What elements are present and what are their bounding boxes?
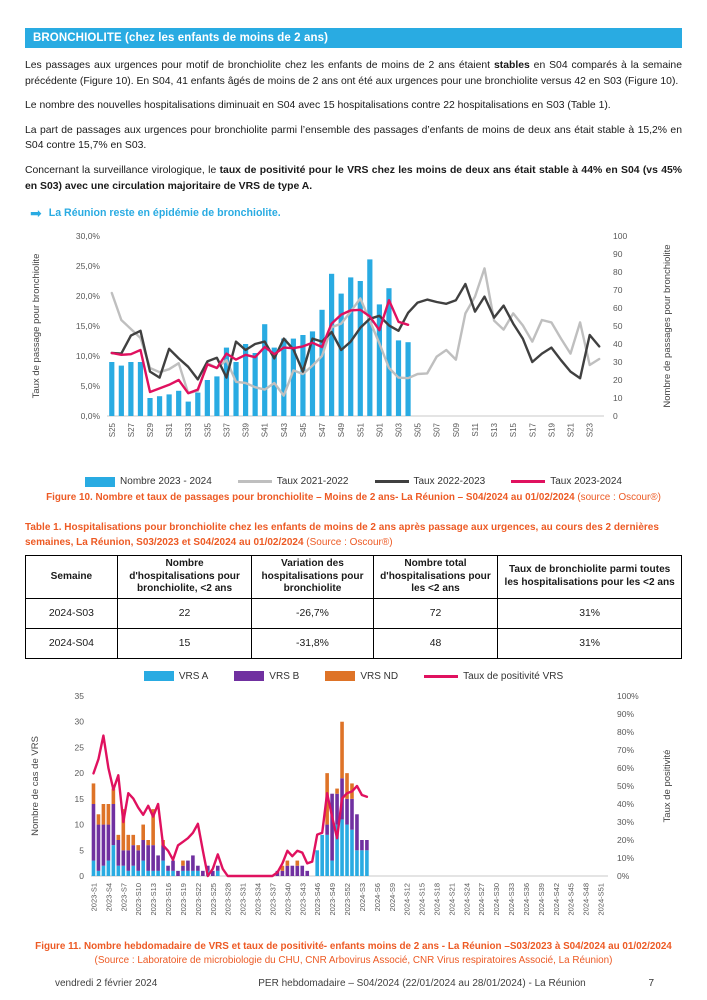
svg-text:2024-S6: 2024-S6: [372, 882, 382, 912]
stacked-bar-segment: [156, 855, 160, 870]
svg-text:90: 90: [613, 249, 623, 260]
svg-text:60%: 60%: [617, 762, 635, 773]
stacked-bar-segment: [365, 850, 369, 876]
table-cell: 31%: [498, 598, 682, 628]
svg-text:S27: S27: [126, 423, 136, 438]
bar: [138, 362, 143, 416]
table-cell: 48: [373, 628, 498, 658]
stacked-bar-segment: [97, 814, 101, 824]
svg-text:15,0%: 15,0%: [75, 321, 100, 332]
figure10-legend: [25, 476, 682, 487]
svg-text:2023-S22: 2023-S22: [193, 882, 203, 916]
svg-text:Nombre de cas de VRS: Nombre de cas de VRS: [30, 736, 41, 836]
svg-text:2023-S1: 2023-S1: [89, 882, 99, 912]
svg-text:Taux de positivité: Taux de positivité: [662, 749, 673, 823]
stacked-bar-segment: [141, 840, 145, 861]
svg-text:10%: 10%: [617, 852, 635, 863]
svg-text:50%: 50%: [617, 780, 635, 791]
stacked-bar-segment: [141, 825, 145, 840]
table1-caption: [25, 521, 682, 550]
bar: [339, 294, 344, 416]
bar: [367, 260, 372, 417]
table-header-cell: Taux de bronchiolite parmi toutes les hospitalisations pour les <2 ans: [498, 556, 682, 599]
figure10-caption-text: Figure 10. Nombre et taux de passages pour bronchiolite – Moins de 2 ans- La Réunion – S04/2024 au 01/02/2024: [46, 492, 578, 504]
svg-text:2024-S15: 2024-S15: [417, 882, 427, 916]
svg-text:70%: 70%: [617, 744, 635, 755]
bar: [167, 395, 172, 417]
svg-text:2023-S43: 2023-S43: [298, 882, 308, 916]
svg-text:2024-S9: 2024-S9: [387, 882, 397, 912]
stacked-bar-segment: [355, 814, 359, 850]
svg-text:2024-S12: 2024-S12: [402, 882, 412, 916]
figure10-caption-source: (source : Oscour®): [577, 492, 661, 504]
svg-text:2024-S18: 2024-S18: [432, 882, 442, 916]
text-segment: Les passages aux urgences pour motif de bronchiolite chez les enfants de moins de 2 ans étaient: [25, 60, 494, 71]
svg-text:90%: 90%: [617, 708, 635, 719]
stacked-bar-segment: [305, 871, 309, 876]
svg-text:70: 70: [613, 285, 623, 296]
legend-bar-swatch: [325, 671, 355, 681]
stacked-bar-segment: [345, 825, 349, 876]
stacked-bar-segment: [186, 861, 190, 871]
svg-text:S47: S47: [318, 423, 328, 438]
svg-text:2023-S25: 2023-S25: [208, 882, 218, 916]
svg-text:100: 100: [613, 231, 628, 242]
svg-text:2023-S7: 2023-S7: [119, 882, 129, 912]
stacked-bar-segment: [141, 861, 145, 876]
svg-text:10,0%: 10,0%: [75, 351, 100, 362]
bars-nombre-2023-2024: [109, 260, 410, 417]
stacked-bar-segment: [112, 789, 116, 804]
text-segment: stables: [493, 60, 530, 71]
svg-text:2024-S3: 2024-S3: [357, 882, 367, 912]
stacked-bar-segment: [112, 845, 116, 876]
figure11-caption: [25, 940, 682, 968]
svg-text:50: 50: [613, 321, 623, 332]
stacked-bar-segment: [320, 835, 324, 876]
svg-text:2024-S45: 2024-S45: [566, 882, 576, 916]
legend-item: [424, 671, 563, 682]
stacked-bar-segment: [161, 861, 165, 876]
svg-text:Taux de passage pour bronchiol: Taux de passage pour bronchiolite: [31, 253, 42, 399]
svg-text:S39: S39: [241, 423, 251, 438]
legend-label: VRS A: [178, 670, 209, 682]
legend-line-swatch: [375, 480, 409, 483]
stacked-bar-segment: [360, 840, 364, 850]
stacked-bar-segment: [325, 835, 329, 876]
bar: [329, 274, 334, 416]
text-segment: Le nombre des nouvelles hospitalisations diminuait en S04 avec 15 hospitalisations contre 22 hospitalisations en S03 (Table 1).: [25, 100, 611, 112]
table1-caption-text: Table 1. Hospitalisations pour bronchiolite chez les enfants de moins de 2 ans après passage aux urgences, au cours des 2 dernières semaines, La Réunion, S03/2023 et S04/2024 au 01/02/2024: [25, 522, 659, 548]
arrow-right-icon: ➡: [30, 205, 42, 222]
svg-text:S29: S29: [146, 423, 156, 438]
svg-text:2024-S48: 2024-S48: [581, 882, 591, 916]
svg-text:S09: S09: [451, 423, 461, 438]
footer-title: PER hebdomadaire – S04/2024 (22/01/2024 au 28/01/2024) - La Réunion: [258, 977, 586, 989]
svg-text:S51: S51: [356, 423, 366, 438]
table-cell: -26,7%: [252, 598, 373, 628]
bar: [214, 377, 219, 417]
legend-label: Taux de positivité VRS: [463, 670, 564, 682]
svg-text:S33: S33: [184, 423, 194, 438]
table-header-cell: Nombre total d'hospitalisations pour les <2 ans: [373, 556, 498, 599]
svg-text:2023-S16: 2023-S16: [164, 882, 174, 916]
stacked-bar-segment: [345, 799, 349, 825]
table-cell: 31%: [498, 628, 682, 658]
text-segment: en S04 comparés à la semaine précédente (Figure 10). En S04, 41 enfants âgés de moins de 2 ans ont été aux urgences pour une bronchiolite versus 42 en S03 (Figure 10).: [25, 60, 682, 87]
stacked-bar-segment: [166, 871, 170, 876]
stacked-bar-segment: [330, 861, 334, 876]
svg-text:S11: S11: [470, 423, 480, 437]
table-cell: 2024-S03: [26, 598, 118, 628]
svg-text:2024-S36: 2024-S36: [521, 882, 531, 916]
svg-text:Nombre de passages pour bronch: Nombre de passages pour bronchiolite: [662, 244, 673, 408]
stacked-bar-segment: [196, 866, 200, 871]
stacked-bar-segment: [191, 855, 195, 870]
svg-text:S03: S03: [394, 423, 404, 438]
legend-label: VRS B: [269, 670, 300, 682]
stacked-bar-segment: [196, 871, 200, 876]
bar: [157, 396, 162, 416]
table-header-cell: Nombre d'hospitalisations pour bronchiolite, <2 ans: [117, 556, 251, 599]
bar: [176, 391, 181, 416]
bar: [195, 393, 200, 416]
stacked-bar-segment: [92, 783, 96, 804]
stacked-bar-segment: [136, 871, 140, 876]
page-footer: [25, 968, 682, 989]
svg-text:20: 20: [613, 375, 623, 386]
bar: [186, 402, 191, 416]
legend-bar-swatch: [85, 477, 115, 487]
section-header: BRONCHIOLITE (chez les enfants de moins de 2 ans): [25, 28, 682, 48]
stacked-bar-segment: [350, 830, 354, 876]
stacked-bar-segment: [340, 722, 344, 779]
stacked-bar-segment: [156, 871, 160, 876]
bar: [205, 380, 210, 416]
epidemic-status-text: La Réunion reste en épidémie de bronchiolite.: [48, 207, 281, 220]
legend-label: Taux 2022-2023: [413, 476, 486, 488]
figure10-chart: [25, 224, 682, 474]
stacked-bar-segment: [146, 845, 150, 871]
table-header-cell: Semaine: [26, 556, 118, 599]
svg-text:2023-S31: 2023-S31: [238, 882, 248, 916]
stacked-bar-segment: [191, 871, 195, 876]
legend-label: VRS ND: [360, 670, 399, 682]
stacked-bar-segment: [281, 871, 285, 876]
svg-text:2023-S28: 2023-S28: [223, 882, 233, 916]
stacked-bar-segment: [131, 866, 135, 876]
bar: [119, 366, 124, 416]
stacked-bar-segment: [181, 866, 185, 871]
bar: [233, 362, 238, 416]
stacked-bar-segment: [166, 866, 170, 871]
svg-text:S17: S17: [528, 423, 538, 438]
footer-date: vendredi 2 février 2024: [55, 977, 158, 989]
stacked-bar-segment: [335, 789, 339, 794]
stacked-bar-segment: [216, 871, 220, 876]
stacked-bar-segment: [126, 871, 130, 876]
svg-text:2024-S27: 2024-S27: [477, 882, 487, 916]
svg-text:5,0%: 5,0%: [80, 381, 100, 392]
legend-label: Taux 2021-2022: [276, 476, 349, 488]
svg-text:S21: S21: [566, 423, 576, 438]
table-row: [26, 628, 682, 658]
stacked-bar-segment: [365, 840, 369, 850]
stacked-bar-segment: [97, 871, 101, 876]
stacked-bar-segment: [92, 861, 96, 876]
svg-text:100%: 100%: [617, 690, 639, 701]
body-paragraph: [25, 58, 682, 89]
legend-bar-swatch: [144, 671, 174, 681]
stacked-bar-segment: [181, 861, 185, 866]
stacked-bar-segment: [355, 850, 359, 876]
stacked-bar-segment: [102, 866, 106, 876]
svg-text:S15: S15: [509, 423, 519, 438]
svg-text:25,0%: 25,0%: [75, 261, 100, 272]
key-message: [30, 206, 682, 220]
svg-text:S07: S07: [432, 423, 442, 438]
stacked-bar-segment: [92, 804, 96, 861]
svg-text:S45: S45: [298, 423, 308, 438]
stacked-bar-segment: [122, 850, 126, 865]
svg-text:2024-S33: 2024-S33: [507, 882, 517, 916]
svg-text:2024-S51: 2024-S51: [596, 882, 606, 916]
legend-item: [325, 671, 398, 682]
svg-text:2024-S42: 2024-S42: [551, 882, 561, 916]
svg-text:30%: 30%: [617, 816, 635, 827]
stacked-bar-segment: [286, 861, 290, 866]
svg-text:2023-S40: 2023-S40: [283, 882, 293, 916]
stacked-bar-segment: [117, 866, 121, 876]
stacked-bar-segment: [122, 866, 126, 876]
hospitalizations-table: [25, 555, 682, 659]
stacked-bar-segment: [315, 850, 319, 876]
legend-line-swatch: [238, 480, 272, 483]
text-segment: La part de passages aux urgences pour bronchiolite parmi l’ensemble des passages d’enfants de moins de deux ans était stable à 15,2% en S04 contre 15,7% en S03.: [25, 124, 682, 152]
svg-text:10: 10: [613, 393, 623, 404]
stacked-bar-segment: [126, 835, 130, 850]
legend-line-swatch: [424, 675, 458, 678]
stacked-bar-segment: [151, 871, 155, 876]
figure11-chart: [25, 684, 682, 936]
body-paragraph: [25, 123, 682, 154]
svg-text:2023-S49: 2023-S49: [328, 882, 338, 916]
text-segment: taux de positivité pour le VRS chez les moins de deux ans était stable à 44% en S04 (vs 45% en S03) avec une circulation majoritaire de VRS de type A.: [25, 165, 682, 192]
stacked-bar-segment: [201, 871, 205, 876]
stacked-bar-segment: [216, 866, 220, 871]
svg-text:S01: S01: [375, 423, 385, 438]
svg-text:25: 25: [74, 742, 84, 753]
figure10-svg: [25, 224, 682, 474]
svg-text:80: 80: [613, 267, 623, 278]
svg-text:S31: S31: [165, 423, 175, 438]
footer-page-number: 7: [648, 977, 654, 989]
figure11-caption-text: Figure 11. Nombre hebdomadaire de VRS et taux de positivité- enfants moins de 2 ans - La Réunion –S03/2023 à S04/2024 au 01/02/2024: [35, 940, 672, 952]
svg-text:5: 5: [79, 845, 84, 856]
table1-caption-source: (Source : Oscour®): [306, 536, 393, 548]
stacked-bar-segment: [97, 825, 101, 871]
svg-text:30: 30: [74, 716, 84, 727]
svg-text:2024-S39: 2024-S39: [536, 882, 546, 916]
figure11-legend: [25, 671, 682, 682]
stacked-bar-segment: [112, 804, 116, 845]
legend-item: [511, 476, 622, 487]
svg-text:S49: S49: [337, 423, 347, 438]
legend-line-swatch: [511, 480, 545, 483]
svg-text:10: 10: [74, 819, 84, 830]
stacked-bar-segment: [186, 871, 190, 876]
bar: [109, 362, 114, 416]
bar: [128, 362, 133, 416]
stacked-bar-segment: [126, 850, 130, 871]
bar: [253, 353, 258, 416]
svg-text:2023-S52: 2023-S52: [343, 882, 353, 916]
svg-text:2023-S34: 2023-S34: [253, 882, 263, 916]
bar: [262, 324, 267, 416]
stacked-bar-segment: [107, 825, 111, 861]
bar: [348, 278, 353, 417]
table-cell: -31,8%: [252, 628, 373, 658]
svg-text:S19: S19: [547, 423, 557, 438]
legend-item: [85, 476, 212, 487]
stacked-bar-segment: [296, 866, 300, 876]
svg-text:2023-S10: 2023-S10: [134, 882, 144, 916]
svg-text:2023-S4: 2023-S4: [104, 882, 114, 912]
svg-text:2024-S30: 2024-S30: [492, 882, 502, 916]
stacked-bar-segment: [136, 850, 140, 871]
svg-text:S13: S13: [490, 423, 500, 438]
table-header-cell: Variation des hospitalisations pour bronchiolite: [252, 556, 373, 599]
stacked-bar-segment: [360, 850, 364, 876]
table-cell: 15: [117, 628, 251, 658]
svg-text:S43: S43: [279, 423, 289, 438]
stacked-bar-segment: [300, 866, 304, 876]
legend-label: Nombre 2023 - 2024: [120, 476, 212, 488]
svg-text:0,0%: 0,0%: [80, 411, 100, 422]
svg-text:2023-S46: 2023-S46: [313, 882, 323, 916]
body-paragraph: [25, 163, 682, 194]
stacked-bar-segment: [117, 835, 121, 840]
svg-text:30,0%: 30,0%: [75, 231, 100, 242]
stacked-bar-segment: [151, 845, 155, 871]
svg-text:2024-S21: 2024-S21: [447, 882, 457, 916]
stacked-bar-segment: [107, 804, 111, 825]
svg-text:20,0%: 20,0%: [75, 291, 100, 302]
svg-text:60: 60: [613, 303, 623, 314]
line-series: [112, 269, 599, 396]
svg-text:2024-S24: 2024-S24: [462, 882, 472, 916]
svg-text:20%: 20%: [617, 834, 635, 845]
svg-text:15: 15: [74, 793, 84, 804]
stacked-bar-segment: [171, 871, 175, 876]
svg-text:2023-S13: 2023-S13: [149, 882, 159, 916]
line-series: [112, 300, 408, 393]
stacked-bar-segment: [131, 845, 135, 866]
stacked-bar-segment: [102, 804, 106, 825]
svg-text:S37: S37: [222, 423, 232, 438]
stacked-bar-segment: [296, 861, 300, 866]
svg-text:0: 0: [613, 411, 618, 422]
svg-text:S05: S05: [413, 423, 423, 438]
stacked-bar-segment: [107, 861, 111, 876]
stacked-bar-segment: [325, 825, 329, 835]
body-paragraph: [25, 98, 682, 114]
legend-item: [144, 671, 208, 682]
svg-text:20: 20: [74, 768, 84, 779]
stacked-bar-segment: [146, 840, 150, 845]
legend-bar-swatch: [234, 671, 264, 681]
table-header-row: [26, 556, 682, 599]
svg-text:S41: S41: [260, 423, 270, 438]
svg-text:40%: 40%: [617, 798, 635, 809]
svg-text:S23: S23: [585, 423, 595, 438]
svg-text:2023-S19: 2023-S19: [178, 882, 188, 916]
stacked-bar-segment: [102, 825, 106, 866]
svg-text:S35: S35: [203, 423, 213, 438]
svg-text:80%: 80%: [617, 726, 635, 737]
figure10-caption: [25, 491, 682, 505]
svg-text:0: 0: [79, 870, 84, 881]
figure11-svg: [25, 684, 682, 936]
stacked-bar-segment: [340, 819, 344, 876]
bar: [319, 310, 324, 416]
bar: [147, 398, 152, 416]
stacked-bar-segment: [171, 861, 175, 871]
svg-text:40: 40: [613, 339, 623, 350]
stacked-bar-segment: [350, 799, 354, 830]
legend-item: [375, 476, 486, 487]
table-cell: 22: [117, 598, 251, 628]
stacked-bar-segment: [117, 840, 121, 866]
svg-text:2023-S37: 2023-S37: [268, 882, 278, 916]
stacked-bar-segment: [176, 871, 180, 876]
legend-label: Taux 2023-2024: [550, 476, 622, 488]
svg-text:0%: 0%: [617, 870, 630, 881]
table-cell: 2024-S04: [26, 628, 118, 658]
figure11-caption-source: (Source : Laboratoire de microbiologie du CHU, CNR Arbovirus Associé, CNR Virus respiratoires Associé, La Réunion): [94, 954, 613, 966]
svg-text:S25: S25: [107, 423, 117, 438]
legend-item: [234, 671, 299, 682]
stacked-bar-segment: [291, 866, 295, 876]
stacked-bar-segment: [146, 871, 150, 876]
svg-text:35: 35: [74, 690, 84, 701]
table-cell: 72: [373, 598, 498, 628]
stacked-bar-segment: [131, 835, 135, 845]
stacked-bar-segment: [136, 845, 140, 850]
svg-text:30: 30: [613, 357, 623, 368]
stacked-bar-segment: [286, 866, 290, 876]
table-row: [26, 598, 682, 628]
text-segment: Concernant la surveillance virologique, le: [25, 165, 220, 177]
legend-item: [238, 476, 349, 487]
stacked-bar-segment: [181, 871, 185, 876]
